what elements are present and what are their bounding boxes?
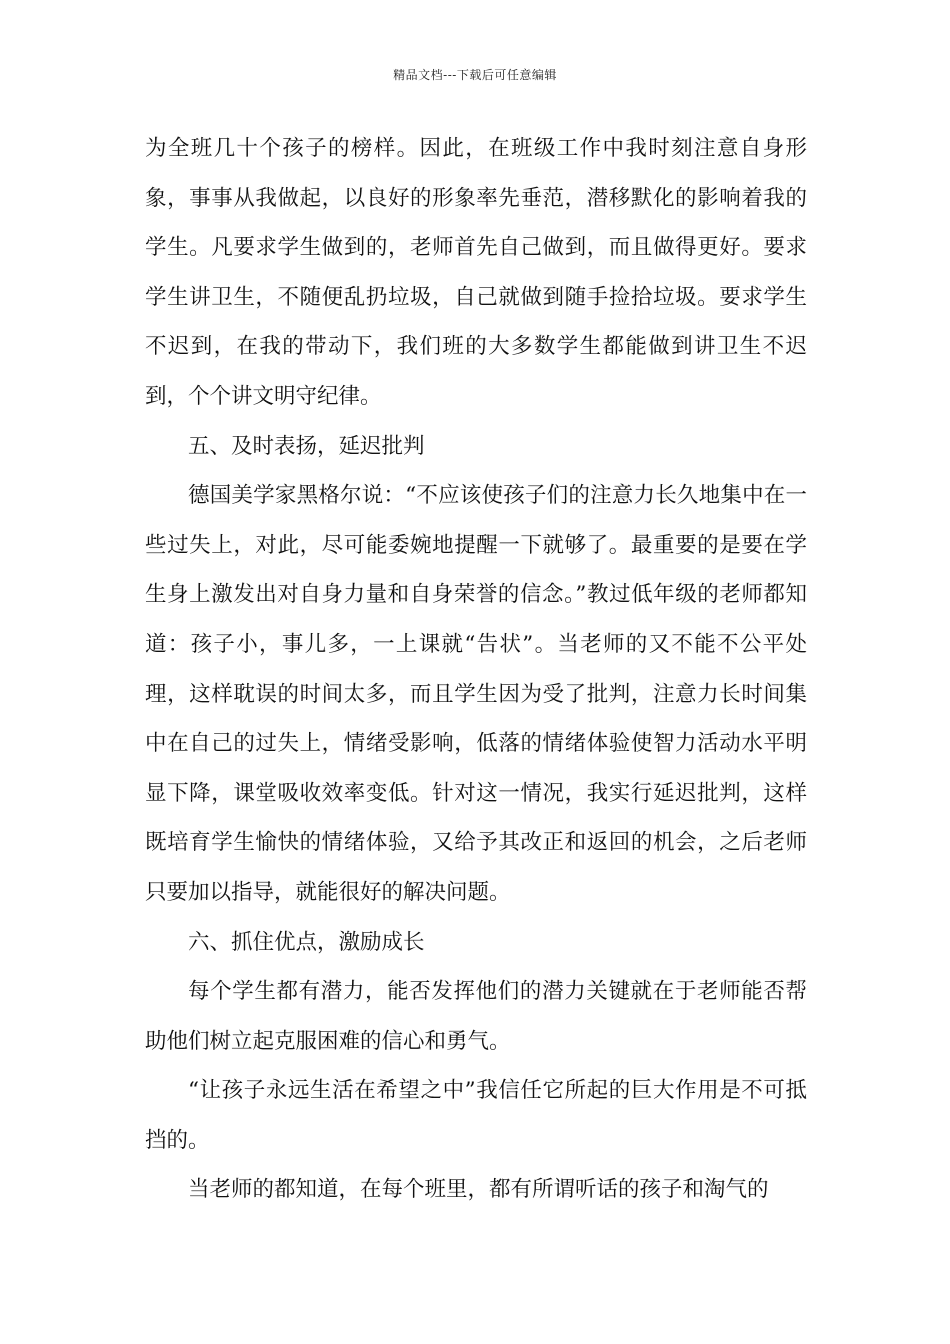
paragraph-hegel-quote: 德国美学家黑格尔说：“不应该使孩子们的注意力长久地集中在一些过失上，对此，尽可能委婉地提醒一下就够了。最重要的是要在学生身上激发出对自身力量和自身荣誉的信念。”教过低年级的老师都知道：孩子小，事儿多，一上课就“告状”。当老师的又不能不公平处理，这样耽误的时间太多，而且学生因为受了批判，注意力长时间集中在自己的过失上，情绪受影响，低落的情绪体验使智力活动水平明显下降，课堂吸收效率变低。针对这一情况，我实行延迟批判，这样既培育学生愉快的情绪体验，又给予其改正和返回的机会，之后老师只要加以指导，就能很好的解决问题。 <box>145 483 807 905</box>
section-heading-six: 六、抓住优点，激励成长 <box>188 929 425 955</box>
document-body <box>145 124 807 1215</box>
page-header: 精品文档---下载后可任意编辑 <box>393 68 557 82</box>
section-heading-five: 五、及时表扬，延迟批判 <box>188 433 425 459</box>
paragraph-teachers-know: 当老师的都知道，在每个班里，都有所谓听话的孩子和淘气的 <box>188 1177 769 1203</box>
paragraph-potential: 每个学生都有潜力，能否发挥他们的潜力关键就在于老师能否帮助他们树立起克服困难的信心和勇气。 <box>145 979 807 1054</box>
paragraph-hope: “让孩子永远生活在希望之中”我信任它所起的巨大作用是不可抵挡的。 <box>145 1078 807 1153</box>
paragraph-continuation: 为全班几十个孩子的榜样。因此，在班级工作中我时刻注意自身形象，事事从我做起，以良好的形象率先垂范，潜移默化的影响着我的学生。凡要求学生做到的，老师首先自己做到，而且做得更好。要求学生讲卫生，不随便乱扔垃圾，自己就做到随手捡拾垃圾。要求学生不迟到，在我的带动下，我们班的大多数学生都能做到讲卫生不迟到，个个讲文明守纪律。 <box>145 136 807 409</box>
